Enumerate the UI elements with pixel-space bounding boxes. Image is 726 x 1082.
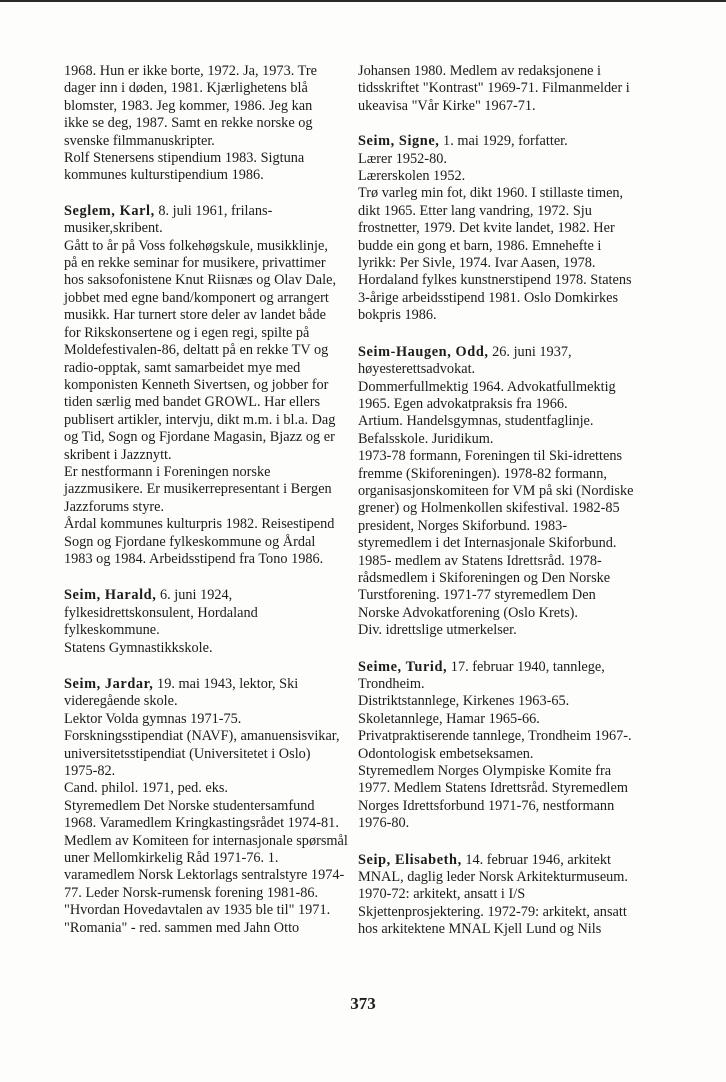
text-line: musikk. Har turnert store deler av landet både [64,307,327,324]
text-line: 1977. Medlem Statens Idrettsråd. Styremedlem [358,780,628,797]
entry-seglem-karl [64,203,364,569]
text-line: skribent i Jazznytt. [64,446,172,463]
entry-seime-turid [358,659,662,833]
entry-heading [358,344,662,361]
right-column [358,63,662,958]
left-column [64,63,364,956]
text-line: rådsmedlem i Skiforeningen og Den Norske [358,569,611,586]
text-line: Lektor Volda gymnas 1971-75. [64,710,242,727]
text-line: 1983 og 1984. Arbeidsstipend fra Tono 1986. [64,550,324,567]
text-line: ukeavisa "Vår Kirke" 1967-71. [358,97,536,114]
text-line: Norske Advokatforening (Oslo Krets). [358,604,578,621]
text-line: Forskningsstipendiat (NAVF), amanuensisvikar, [64,728,340,745]
text-line: Befalsskole. Juridikum. [358,430,494,447]
entry-heading [64,676,364,693]
text-line: lyrikk: Per Sivle, 1974. Ivar Aasen, 1978. [358,255,596,272]
entry-name: Seim, Harald, [64,587,157,604]
entry-heading [358,659,662,676]
text-line: Artium. Handelsgymnas, studentfaglinje. [358,413,594,430]
text-line: Rolf Stenersens stipendium 1983. Sigtuna [64,150,305,167]
text-line: Trø varleg min fot, dikt 1960. I stillaste timen, [358,185,624,202]
entry-heading [358,133,662,150]
entry-continued [358,63,662,115]
text-line: organisasjonskomiteen for VM på ski (Nordiske [358,482,634,499]
text-line: Moldefestivalen-86, deltatt på en rekke TV og [64,342,329,359]
page-number: 373 [350,994,376,1013]
text-line: fylkesidrettskonsulent, Hordaland [64,604,258,621]
text-line: radio-opptak, samt samarbeidet mye med [64,359,301,376]
entry-name: Seim, Signe, [358,133,440,150]
text-line: hos arkitektene MNAL Kjell Lund og Nils [358,921,602,938]
text-line: uner Mellomkirkelig Råd 1971-76. 1. [64,850,279,867]
entry-heading [358,852,662,869]
text-line: jazzmusikere. Er musikerrepresentant i Bergen [64,481,332,498]
entry-heading-rest: 19. mai 1943, lektor, Ski [153,676,299,692]
entry-heading-rest: 26. juni 1937, [488,343,572,360]
text-line: Jazzforums styre. [64,498,165,515]
text-line: 1965. Egen advokatpraksis fra 1966. [358,395,568,412]
top-rule [0,0,726,2]
text-line: MNAL, daglig leder Norsk Arkitekturmuseum. [358,869,629,886]
text-line: Dommerfullmektig 1964. Advokatfullmektig [358,378,616,395]
text-line: varamedlem Norsk Lektorlags sentralstyre 1974- [64,867,345,884]
text-line: fylkeskommune. [64,622,160,639]
entry-name: Seime, Turid, [358,658,448,675]
text-line: svenske filmmanuskripter. [64,132,215,149]
text-line: kommunes kulturstipendium 1986. [64,167,264,184]
text-line: 1968. Varamedlem Kringkastingsrådet 1974-81. [64,815,339,832]
text-line: "Hvordan Hovedavtalen av 1935 ble til" 1971. [64,902,331,919]
text-line: "Romania" - red. sammen med Jahn Otto [64,919,300,936]
text-line: høyesterettsadvokat. [358,361,476,378]
entry-continued [64,63,364,185]
text-line: 1970-72: arkitekt, ansatt i I/S [358,886,526,903]
entry-heading-rest: 8. juli 1961, frilans- [154,202,273,219]
entry-seim-jardar [64,676,364,937]
text-line: blomster, 1983. Jeg kommer, 1986. Jeg kan [64,97,313,114]
entry-heading-rest: 6. juni 1924, [156,587,233,604]
text-line: dikt 1965. Etter lang vandring, 1972. Sju [358,202,592,219]
text-line: 1973-78 formann, Foreningen til Ski-idrettens [358,448,623,465]
text-line: 1968. Hun er ikke borte, 1972. Ja, 1973. Tre [64,63,317,79]
text-line: 3-årige arbeidsstipend 1981. Oslo Domkirkes [358,289,619,306]
entry-heading-rest: 17. februar 1940, tannlege, [447,658,605,675]
text-line: bokpris 1986. [358,307,437,324]
text-line: Styremedlem Det Norske studentersamfund [64,797,315,814]
text-line: dager inn i døden, 1981. Kjærlighetens blå [64,80,308,97]
entry-heading-rest: 1. mai 1929, forfatter. [439,133,568,150]
text-line: 1975-82. [64,763,116,780]
text-line: på en rekke seminar for musikere, privattimer [64,255,326,272]
text-line: Norges Idrettsforbund 1971-76, nestformann [358,797,615,814]
text-line: 1985- medlem av Statens Idrettsråd. 1978- [358,552,602,569]
text-line: Odontologisk embetseksamen. [358,745,534,762]
text-line: Årdal kommunes kulturpris 1982. Reisestipend [64,516,335,533]
entry-heading-rest: 14. februar 1946, arkitekt [461,851,612,868]
text-line: Skjettenprosjektering. 1972-79: arkitekt, ansatt [358,903,627,920]
text-line: for Rikskonsertene og i egen regi, spilte på [64,324,310,341]
text-line: hos saksofonistene Knut Riisnæs og Olav Dale, [64,272,337,289]
text-line: Medlem av Komiteen for internasjonale spørsmål [64,832,348,849]
text-line: 1976-80. [358,815,410,832]
entry-name: Seip, Elisabeth, [358,851,462,868]
text-line: tiden særlig med bandet GROWL. Har ellers [64,394,321,411]
entry-seim-signe [358,133,662,324]
text-line: frostnetter, 1979. Det kvite landet, 1982. Her [358,220,615,237]
text-line: Trondheim. [358,676,425,692]
text-line: Cand. philol. 1971, ped. eks. [64,780,229,797]
text-line: Turstforening. 1971-77 styremedlem Den [358,587,596,604]
text-line: Div. idrettslige utmerkelser. [358,622,517,639]
text-line: tidsskriftet "Kontrast" 1969-71. Filmanmelder i [358,80,630,97]
text-line: 77. Leder Norsk-rumensk forening 1981-86. [64,884,319,901]
text-line: ikke se deg, 1987. Samt en rekke norske og [64,115,313,132]
entry-heading [64,587,364,604]
text-line: Hordaland fylkes kunstnerstipend 1978. Statens [358,272,632,289]
text-line: jobbet med egne band/komponert og arrangert [64,289,329,306]
text-line: komponisten Kenneth Sivertsen, og jobber for [64,376,329,393]
entry-heading [64,203,364,220]
text-line: Er nestformann i Foreningen norske [64,463,271,480]
text-line: Skoletannlege, Hamar 1965-66. [358,710,540,727]
text-line: Sogn og Fjordane fylkeskommune og Årdal [64,533,316,550]
text-line: Gått to år på Voss folkehøgskule, musikklinje, [64,237,328,254]
entry-name: Seglem, Karl, [64,202,155,219]
text-line: universitetsstipendiat (Universitetet i Oslo) [64,745,311,762]
text-line: fremme (Skiforeningen). 1978-82 formann, [358,465,607,482]
text-line: og Tid, Sogn og Fjordane Magasin, Bjazz og er [64,429,335,446]
entry-seip-elisabeth [358,852,662,939]
text-line: Johansen 1980. Medlem av redaksjonene i [358,63,601,79]
entry-name: Seim, Jardar, [64,676,154,692]
text-line: Lærerskolen 1952. [358,168,466,185]
text-line: grener) og Holmenkollen skifestival. 1982-85 [358,500,620,517]
text-line: Lærer 1952-80. [358,150,447,167]
entry-seim-harald [64,587,364,657]
text-line: musiker,skribent. [64,220,163,237]
text-line: budde ein gong et barn, 1986. Emnehefte i [358,237,602,254]
text-line: publisert artikler, intervju, dikt m.m. i bl.a. Dag [64,411,336,428]
text-line: styremedlem i det Internasjonale Skiforbund. [358,535,617,552]
text-line: president, Norges Skiforbund. 1983- [358,517,568,534]
text-line: Distriktstannlege, Kirkenes 1963-65. [358,693,570,710]
entry-seim-haugen-odd [358,344,662,640]
text-line: Statens Gymnastikkskole. [64,639,213,656]
entry-name: Seim-Haugen, Odd, [358,343,489,360]
text-line: Styremedlem Norges Olympiske Komite fra [358,763,612,780]
text-line: videregående skole. [64,693,178,710]
text-line: Privatpraktiserende tannlege, Trondheim 1967-. [358,728,632,745]
